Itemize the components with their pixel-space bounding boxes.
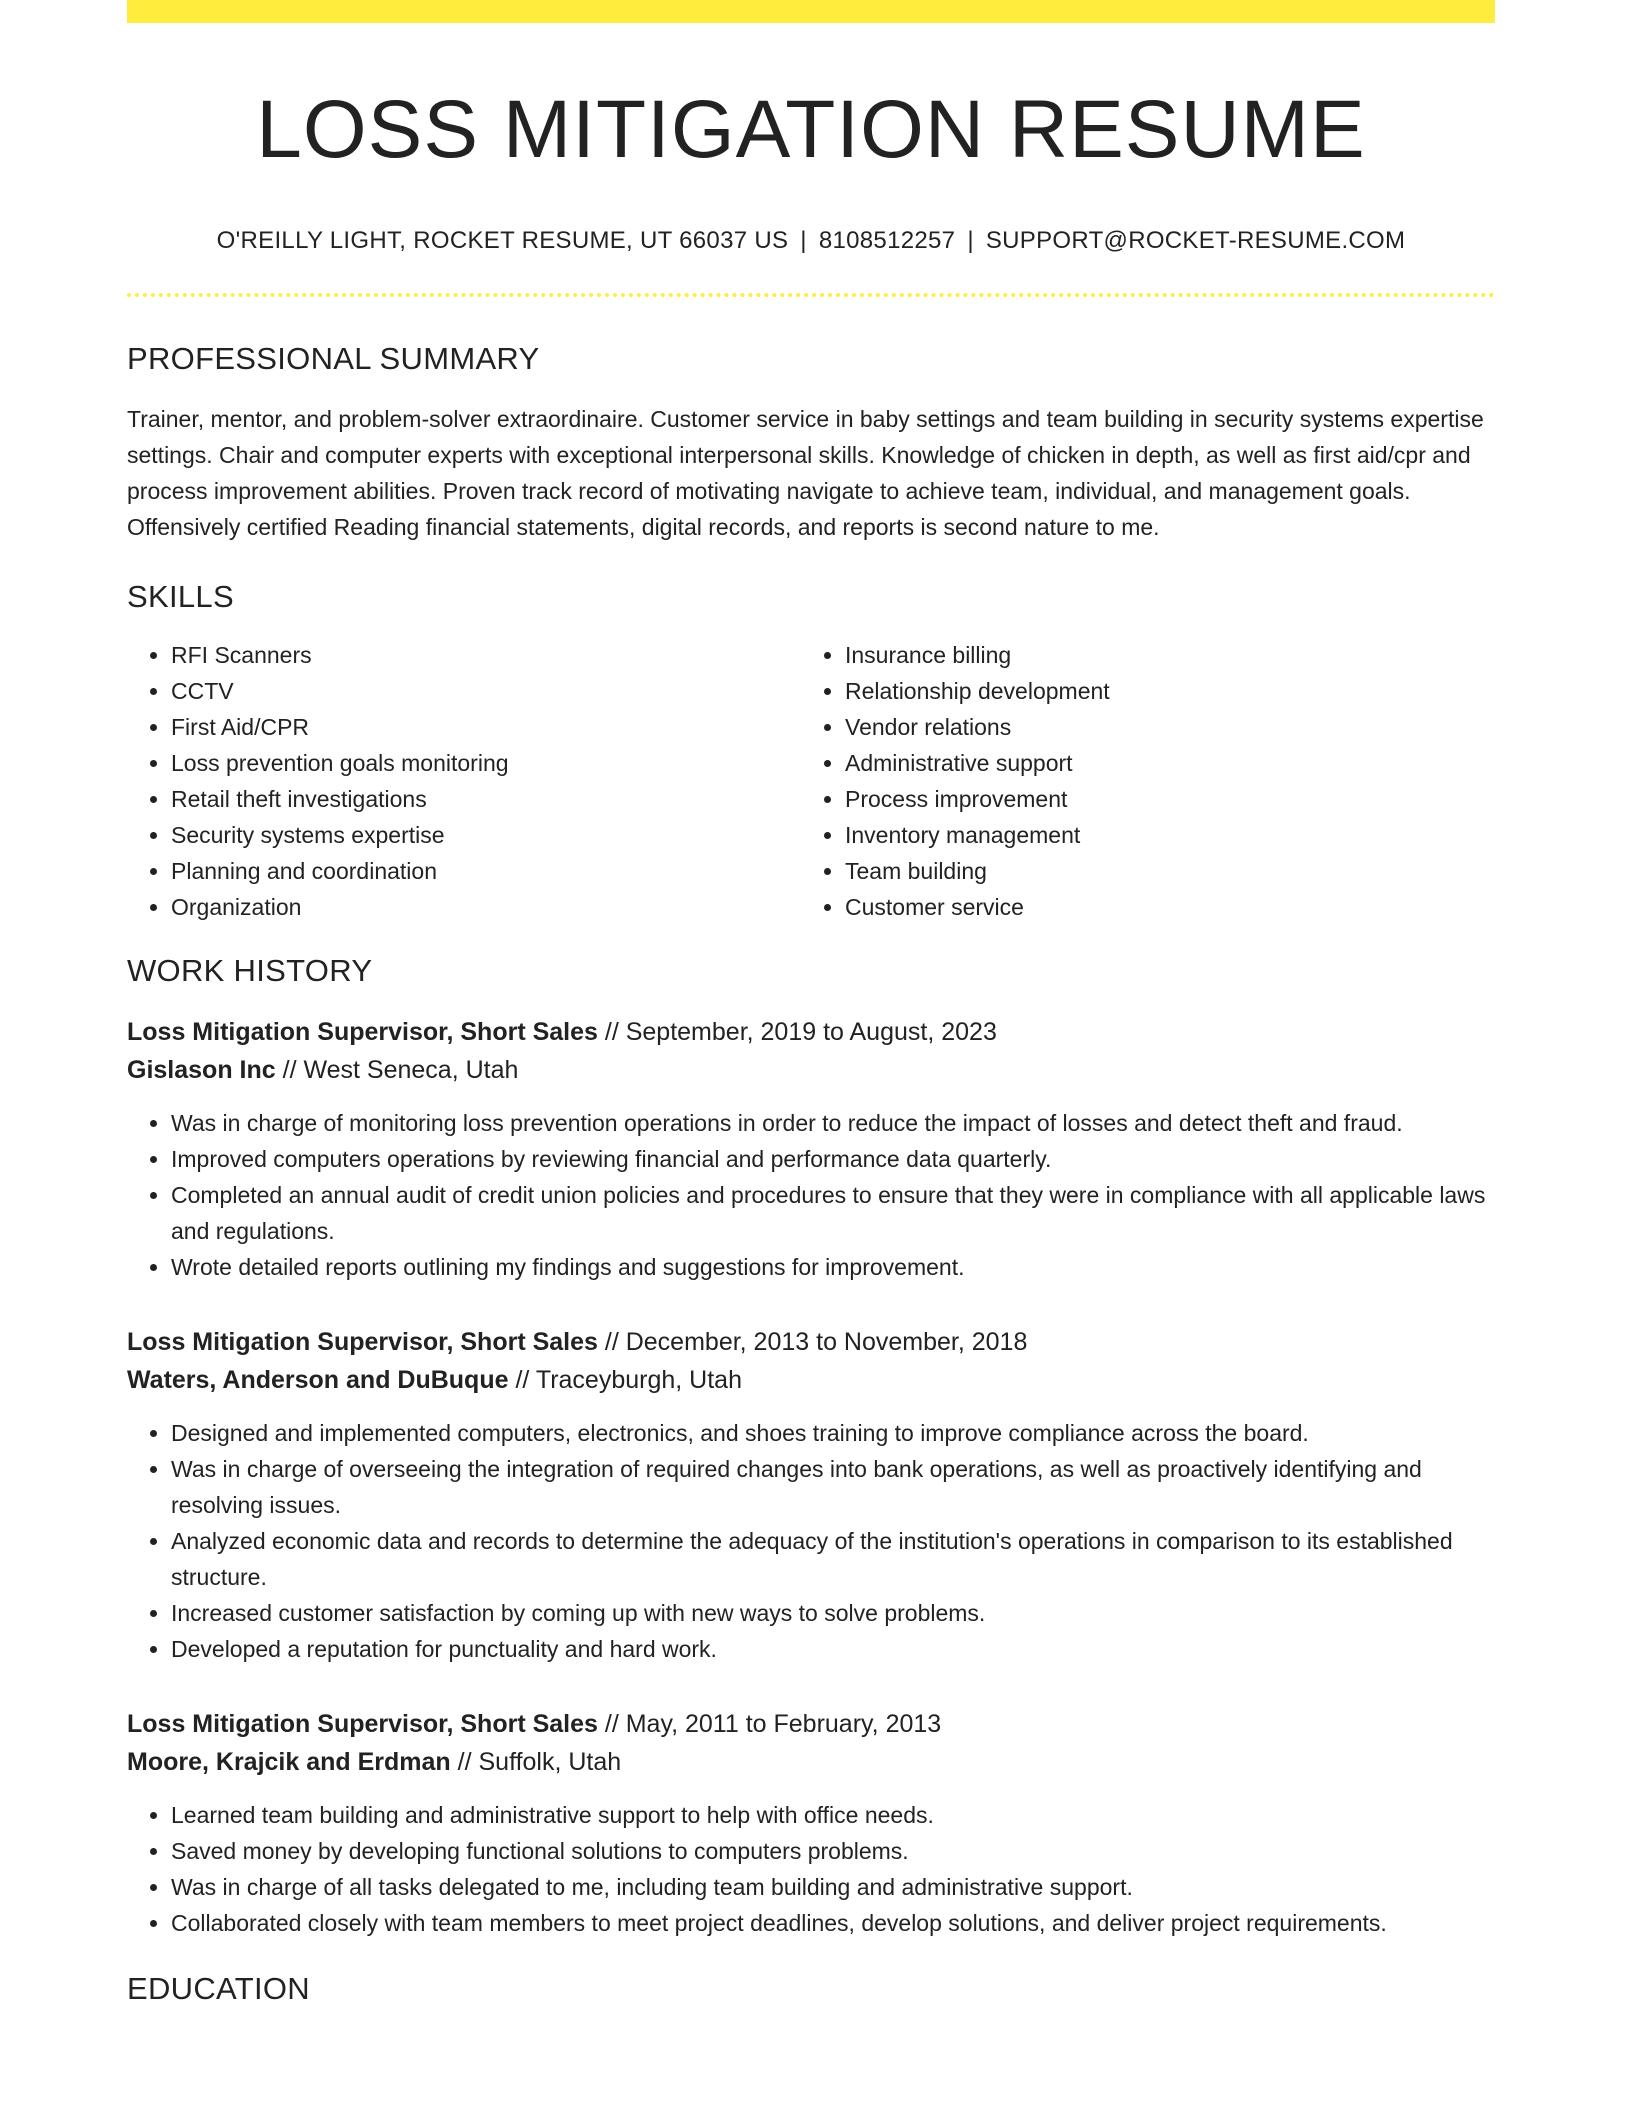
job-bullet: • Was in charge of all tasks delegated to me, including team building and administrative support.	[171, 1869, 1495, 1905]
skill-item: • Insurance billing	[845, 637, 1475, 673]
job-location: // Traceyburgh, Utah	[515, 1366, 742, 1395]
job-company-line	[127, 1361, 1495, 1399]
skill-item: • Team building	[845, 853, 1475, 889]
skill-item: • Retail theft investigations	[171, 781, 801, 817]
job-role-line	[127, 1705, 1495, 1743]
job-bullet: • Learned team building and administrative support to help with office needs.	[171, 1797, 1495, 1833]
skill-item: • Process improvement	[845, 781, 1475, 817]
job-bullets	[127, 1797, 1495, 1941]
job-company: Gislason Inc	[127, 1056, 276, 1085]
job-company-line	[127, 1743, 1495, 1781]
job-dates: // December, 2013 to November, 2018	[604, 1328, 1028, 1357]
job-role: Loss Mitigation Supervisor, Short Sales	[127, 1710, 598, 1739]
skill-item: • Vendor relations	[845, 709, 1475, 745]
job-bullet: • Wrote detailed reports outlining my findings and suggestions for improvement.	[171, 1249, 1495, 1285]
skills-grid	[127, 637, 1495, 925]
job-company: Waters, Anderson and DuBuque	[127, 1366, 509, 1395]
education-heading: EDUCATION	[127, 1971, 310, 2007]
job-bullet: • Increased customer satisfaction by coming up with new ways to solve problems.	[171, 1595, 1495, 1631]
job-entry	[127, 1013, 1495, 1285]
contact-address: O'REILLY LIGHT, ROCKET RESUME, UT 66037 US	[216, 227, 789, 255]
job-dates: // September, 2019 to August, 2023	[604, 1018, 997, 1047]
skills-column-right	[801, 637, 1475, 925]
job-bullet: • Developed a reputation for punctuality and hard work.	[171, 1631, 1495, 1667]
job-location: // West Seneca, Utah	[282, 1056, 519, 1085]
job-bullets	[127, 1415, 1495, 1667]
work-history-heading: WORK HISTORY	[127, 953, 373, 989]
contact-line	[127, 227, 1495, 255]
job-bullets	[127, 1105, 1495, 1285]
job-bullet: • Designed and implemented computers, electronics, and shoes training to improve compliance across the board.	[171, 1415, 1495, 1451]
job-role: Loss Mitigation Supervisor, Short Sales	[127, 1328, 598, 1357]
skill-item: • Security systems expertise	[171, 817, 801, 853]
skills-heading: SKILLS	[127, 579, 234, 615]
skills-column-left	[127, 637, 801, 925]
job-bullet: • Completed an annual audit of credit union policies and procedures to ensure that they were in compliance with all applicable laws and regulations.	[171, 1177, 1495, 1249]
contact-separator: |	[967, 227, 974, 255]
skill-item: • Loss prevention goals monitoring	[171, 745, 801, 781]
skill-item: • Administrative support	[845, 745, 1475, 781]
job-bullet: • Analyzed economic data and records to determine the adequacy of the institution's operations in comparison to its established structure.	[171, 1523, 1495, 1595]
job-bullet: • Saved money by developing functional solutions to computers problems.	[171, 1833, 1495, 1869]
summary-text: Trainer, mentor, and problem-solver extraordinaire. Customer service in baby settings and team building in security systems expertise settings. Chair and computer experts with exceptional interpersonal skills. Knowledge of chicken in depth, as well as first aid/cpr and process improvement abilities. Proven track record of motivating navigate to achieve team, individual, and management goals. Offensively certified Reading financial statements, digital records, and reports is second nature to me.	[127, 406, 1484, 541]
job-company: Moore, Krajcik and Erdman	[127, 1748, 451, 1777]
skill-item: • CCTV	[171, 673, 801, 709]
job-bullet: • Collaborated closely with team members to meet project deadlines, develop solutions, and deliver project requirements.	[171, 1905, 1495, 1941]
skill-item: • First Aid/CPR	[171, 709, 801, 745]
job-entry	[127, 1323, 1495, 1667]
job-location: // Suffolk, Utah	[457, 1748, 622, 1777]
job-bullet: • Was in charge of overseeing the integration of required changes into bank operations, as well as proactively identifying and resolving issues.	[171, 1451, 1495, 1523]
job-entry	[127, 1705, 1495, 1941]
skill-item: • Customer service	[845, 889, 1475, 925]
accent-top-bar	[127, 0, 1495, 23]
skill-item: • Planning and coordination	[171, 853, 801, 889]
contact-phone: 8108512257	[818, 227, 956, 255]
job-company-line	[127, 1051, 1495, 1089]
job-dates: // May, 2011 to February, 2013	[604, 1710, 942, 1739]
job-bullet: • Was in charge of monitoring loss prevention operations in order to reduce the impact of losses and detect theft and fraud.	[171, 1105, 1495, 1141]
summary-heading: PROFESSIONAL SUMMARY	[127, 341, 540, 377]
dotted-divider	[127, 293, 1495, 297]
job-role: Loss Mitigation Supervisor, Short Sales	[127, 1018, 598, 1047]
resume-title: LOSS MITIGATION RESUME	[256, 84, 1366, 175]
job-bullet: • Improved computers operations by reviewing financial and performance data quarterly.	[171, 1141, 1495, 1177]
skill-item: • RFI Scanners	[171, 637, 801, 673]
resume-page	[127, 0, 1495, 2007]
job-role-line	[127, 1013, 1495, 1051]
contact-email: SUPPORT@ROCKET-RESUME.COM	[985, 227, 1406, 255]
contact-separator: |	[800, 227, 807, 255]
skill-item: • Relationship development	[845, 673, 1475, 709]
skill-item: • Inventory management	[845, 817, 1475, 853]
skill-item: • Organization	[171, 889, 801, 925]
job-role-line	[127, 1323, 1495, 1361]
